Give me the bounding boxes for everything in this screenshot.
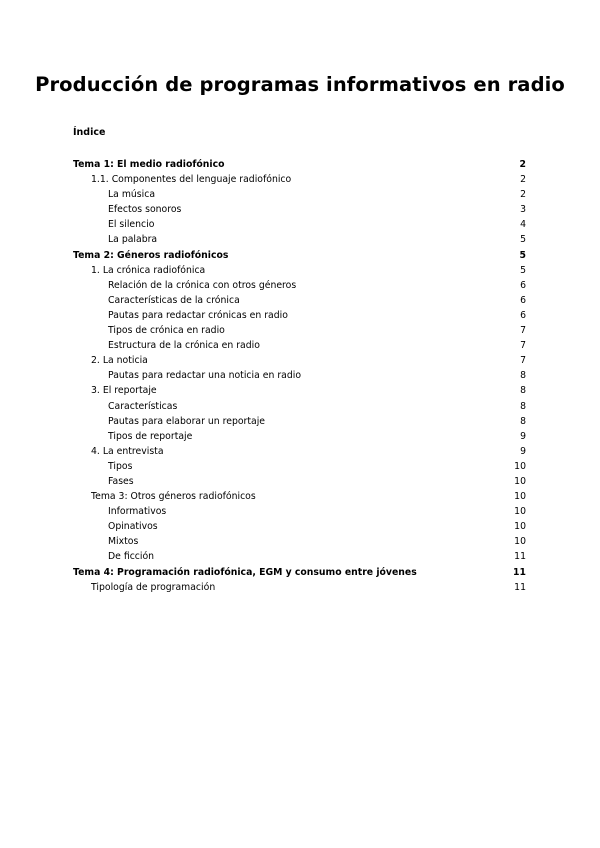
toc-entry[interactable] (73, 489, 526, 504)
toc-entry[interactable] (73, 172, 526, 187)
toc-entry-page-number: 5 (519, 249, 526, 261)
toc-entry[interactable] (73, 580, 526, 595)
toc-entry-page-number: 10 (514, 506, 526, 518)
toc-entry-page-number: 8 (520, 415, 526, 427)
toc-entry-title: Mixtos (108, 536, 139, 548)
toc-entry[interactable] (73, 474, 526, 489)
toc-entry[interactable] (73, 565, 526, 580)
toc-entry-page-number: 2 (520, 174, 526, 186)
toc-entry-title: 1. La crónica radiofónica (91, 264, 206, 276)
toc-entry[interactable] (73, 217, 526, 232)
toc-entry[interactable] (73, 323, 526, 338)
toc-entry[interactable] (73, 157, 526, 172)
toc-entry[interactable] (73, 414, 526, 429)
toc-entry[interactable] (73, 353, 526, 368)
toc-entry-page-number: 2 (520, 189, 526, 201)
toc-entry[interactable] (73, 429, 526, 444)
index-heading: Índice (73, 127, 106, 138)
toc-entry-page-number: 10 (514, 460, 526, 472)
toc-entry[interactable] (73, 293, 526, 308)
toc-entry[interactable] (73, 549, 526, 564)
toc-entry-page-number: 5 (520, 234, 526, 246)
toc-entry[interactable] (73, 338, 526, 353)
toc-entry-title: La música (108, 189, 156, 201)
toc-entry[interactable] (73, 263, 526, 278)
toc-entry-title: Fases (108, 475, 134, 487)
toc-entry[interactable] (73, 308, 526, 323)
toc-entry-title: El silencio (108, 219, 155, 231)
toc-entry-title: 4. La entrevista (91, 445, 164, 457)
toc-entry-title: Efectos sonoros (108, 204, 182, 216)
toc-entry-page-number: 7 (520, 340, 526, 352)
toc-entry-title: Estructura de la crónica en radio (108, 340, 260, 352)
toc-entry[interactable] (73, 459, 526, 474)
toc-entry-page-number: 10 (514, 491, 526, 503)
toc-entry[interactable] (73, 383, 526, 398)
toc-entry-title: Pautas para elaborar un reportaje (108, 415, 266, 427)
toc-entry[interactable] (73, 278, 526, 293)
toc-entry-title: De ficción (108, 551, 155, 563)
toc-entry[interactable] (73, 232, 526, 247)
toc-entry-title: Características de la crónica (108, 294, 240, 306)
toc-entry-page-number: 7 (520, 355, 526, 367)
toc-entry-title: 2. La noticia (91, 355, 148, 367)
toc-entry-title: Tipología de programación (91, 581, 216, 593)
toc-entry-page-number: 10 (514, 475, 526, 487)
toc-entry-title: Informativos (108, 506, 167, 518)
toc-entry-title: Características (108, 400, 178, 412)
toc-entry-page-number: 11 (513, 566, 526, 578)
toc-entry-title: Tipos de reportaje (108, 430, 193, 442)
toc-entry-title: Relación de la crónica con otros géneros (108, 279, 297, 291)
toc-entry-page-number: 7 (520, 325, 526, 337)
toc-entry-title: Pautas para redactar crónicas en radio (108, 309, 288, 321)
toc-entry[interactable] (73, 519, 526, 534)
toc-entry[interactable] (73, 368, 526, 383)
toc-entry-page-number: 10 (514, 521, 526, 533)
toc-entry-page-number: 3 (520, 204, 526, 216)
toc-entry-title: Tema 4: Programación radiofónica, EGM y consumo entre jóvenes (73, 566, 417, 578)
toc-entry-title: Tipos de crónica en radio (108, 325, 225, 337)
toc-entry-page-number: 11 (514, 551, 526, 563)
toc-entry-title: Tema 3: Otros géneros radiofónicos (91, 491, 256, 503)
document-title: Producción de programas informativos en radio (35, 73, 565, 96)
toc-entry[interactable] (73, 534, 526, 549)
toc-entry-title: Tema 1: El medio radiofónico (73, 159, 225, 170)
toc-entry-title: Tipos (108, 460, 133, 472)
toc-entry-title: 1.1. Componentes del lenguaje radiofónico (91, 174, 292, 186)
toc-entry-page-number: 11 (514, 581, 526, 593)
toc-entry-page-number: 9 (520, 445, 526, 457)
toc-entry-page-number: 6 (520, 279, 526, 291)
toc-entry[interactable] (73, 504, 526, 519)
toc-entry-title: 3. El reportaje (91, 385, 157, 397)
toc-entry[interactable] (73, 202, 526, 217)
toc-entry[interactable] (73, 399, 526, 414)
toc-entry-page-number: 10 (514, 536, 526, 548)
toc-entry-page-number: 6 (520, 294, 526, 306)
toc-entry-title: Pautas para redactar una noticia en radio (108, 370, 302, 382)
toc-entry-page-number: 6 (520, 309, 526, 321)
toc-entry-title: Tema 2: Géneros radiofónicos (73, 249, 229, 261)
toc-entry[interactable] (73, 444, 526, 459)
toc-entry-page-number: 8 (520, 400, 526, 412)
toc-entry-title: Opinativos (108, 521, 158, 533)
toc-entry-title: La palabra (108, 234, 158, 246)
toc-entry-page-number: 8 (520, 385, 526, 397)
toc-entry-page-number: 2 (519, 159, 526, 170)
toc-entry[interactable] (73, 248, 526, 263)
toc-entry[interactable] (73, 187, 526, 202)
toc-entry-page-number: 9 (520, 430, 526, 442)
toc-entry-page-number: 5 (520, 264, 526, 276)
toc-entry-page-number: 4 (520, 219, 526, 231)
table-of-contents (73, 157, 526, 595)
toc-entry-page-number: 8 (520, 370, 526, 382)
